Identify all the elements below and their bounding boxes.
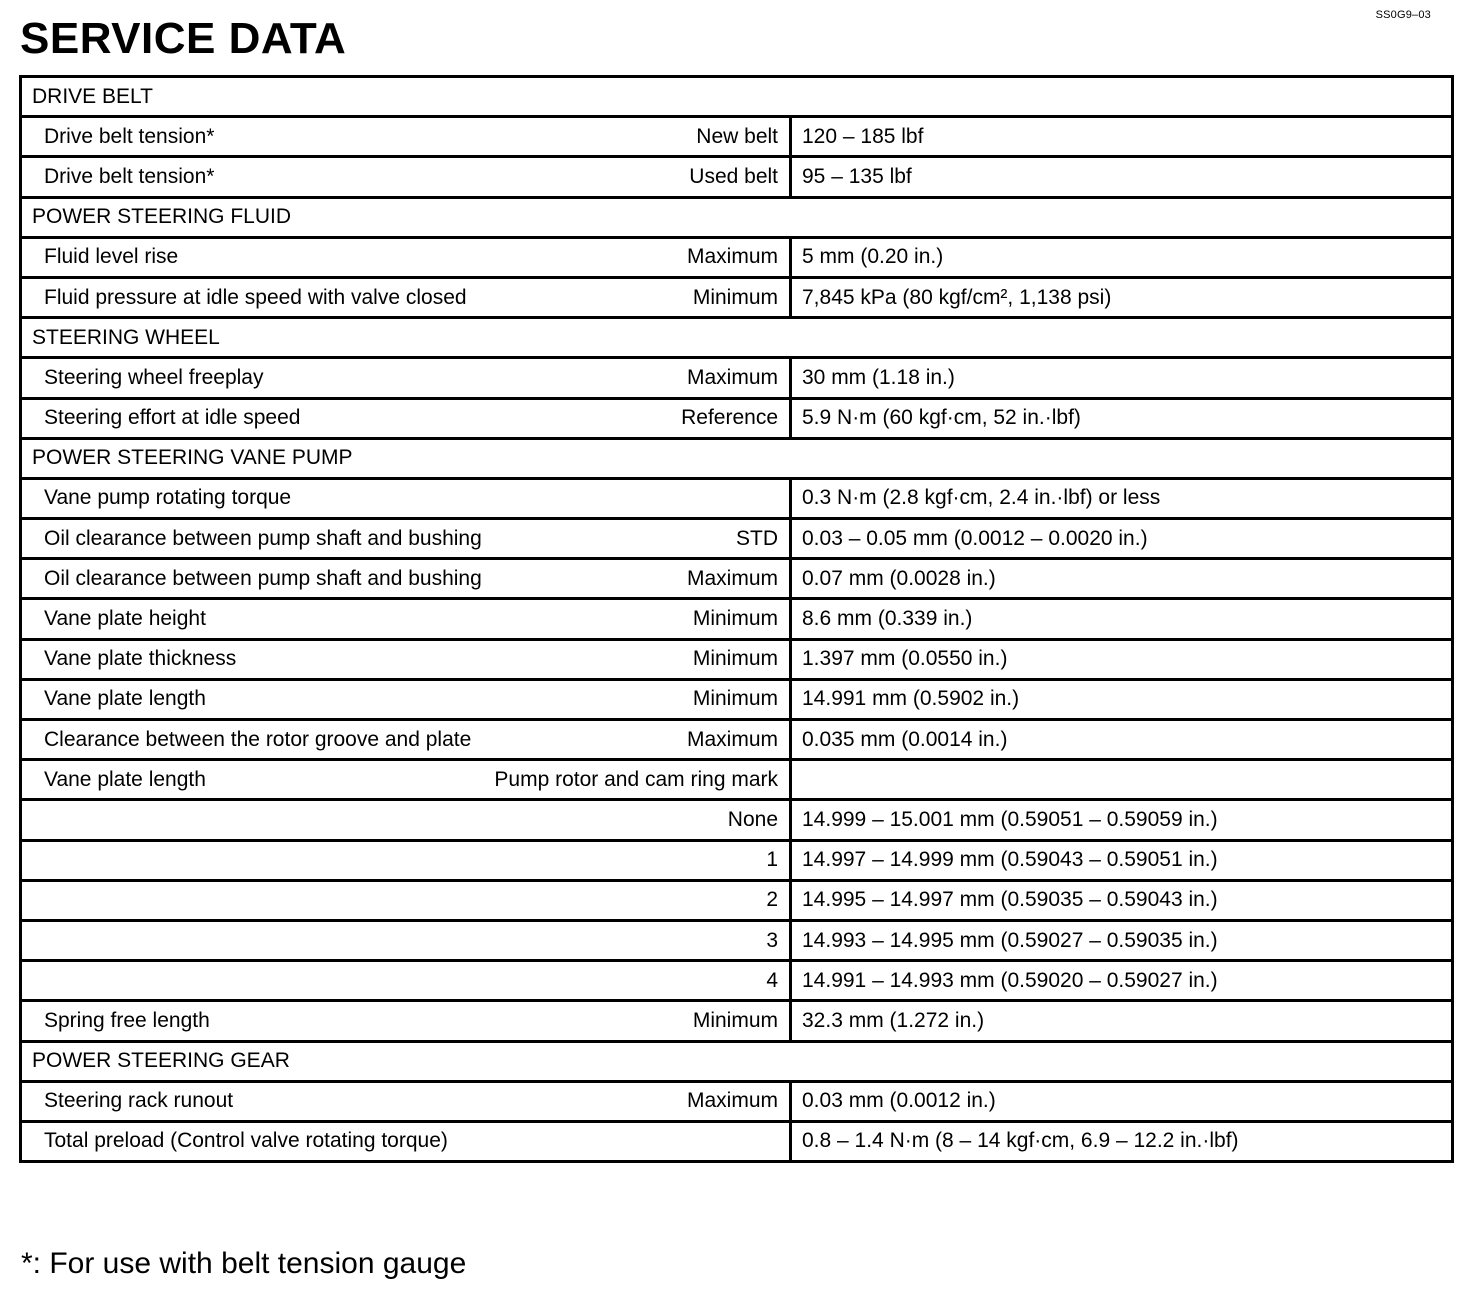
spec-row — [21, 760, 1453, 800]
spec-item: Fluid level rise — [21, 237, 481, 277]
spec-value — [791, 760, 1453, 800]
spec-condition: Minimum — [481, 599, 791, 639]
spec-row — [21, 1001, 1453, 1041]
spec-row — [21, 237, 1453, 277]
service-data-table — [19, 75, 1454, 1163]
spec-item: Oil clearance between pump shaft and bushing — [21, 559, 481, 599]
section-header: POWER STEERING FLUID — [21, 197, 1453, 237]
spec-item: Vane plate thickness — [21, 639, 481, 679]
spec-condition — [481, 478, 791, 518]
spec-item: Drive belt tension* — [21, 117, 481, 157]
spec-value: 0.03 – 0.05 mm (0.0012 – 0.0020 in.) — [791, 519, 1453, 559]
spec-item: Steering rack runout — [21, 1081, 481, 1121]
spec-value: 95 – 135 lbf — [791, 157, 1453, 197]
spec-value: 0.035 mm (0.0014 in.) — [791, 720, 1453, 760]
spec-item — [21, 961, 481, 1001]
spec-row — [21, 1121, 1453, 1161]
spec-row — [21, 478, 1453, 518]
spec-value: 30 mm (1.18 in.) — [791, 358, 1453, 398]
spec-item: Oil clearance between pump shaft and bushing — [21, 519, 481, 559]
page-title: SERVICE DATA — [20, 14, 347, 63]
spec-item: Clearance between the rotor groove and plate — [21, 720, 481, 760]
spec-item: Vane pump rotating torque — [21, 478, 481, 518]
section-header: DRIVE BELT — [21, 77, 1453, 117]
spec-value: 5.9 N·m (60 kgf·cm, 52 in.·lbf) — [791, 398, 1453, 438]
spec-value: 14.993 – 14.995 mm (0.59027 – 0.59035 in.) — [791, 920, 1453, 960]
spec-condition: 1 — [481, 840, 791, 880]
spec-condition: None — [481, 800, 791, 840]
spec-row — [21, 157, 1453, 197]
spec-condition: Minimum — [481, 1001, 791, 1041]
section-header-row — [21, 438, 1453, 478]
spec-condition: STD — [481, 519, 791, 559]
spec-item: Spring free length — [21, 1001, 481, 1041]
spec-item — [21, 920, 481, 960]
spec-row — [21, 277, 1453, 317]
spec-value: 32.3 mm (1.272 in.) — [791, 1001, 1453, 1041]
spec-row — [21, 559, 1453, 599]
spec-value: 14.991 – 14.993 mm (0.59020 – 0.59027 in.) — [791, 961, 1453, 1001]
spec-row — [21, 398, 1453, 438]
spec-condition: Minimum — [481, 639, 791, 679]
spec-item: Vane plate height — [21, 599, 481, 639]
spec-value: 0.3 N·m (2.8 kgf·cm, 2.4 in.·lbf) or less — [791, 478, 1453, 518]
section-header: POWER STEERING VANE PUMP — [21, 438, 1453, 478]
spec-value: 14.997 – 14.999 mm (0.59043 – 0.59051 in.) — [791, 840, 1453, 880]
spec-condition: Maximum — [481, 1081, 791, 1121]
spec-value: 5 mm (0.20 in.) — [791, 237, 1453, 277]
spec-condition: Maximum — [481, 237, 791, 277]
spec-value: 7,845 kPa (80 kgf/cm², 1,138 psi) — [791, 277, 1453, 317]
spec-value: 0.8 – 1.4 N·m (8 – 14 kgf·cm, 6.9 – 12.2 in.·lbf) — [791, 1121, 1453, 1161]
spec-item: Fluid pressure at idle speed with valve closed — [21, 277, 481, 317]
section-header: STEERING WHEEL — [21, 318, 1453, 358]
service-data-table-body — [21, 77, 1453, 1162]
footnote: *: For use with belt tension gauge — [21, 1247, 467, 1280]
section-header: POWER STEERING GEAR — [21, 1041, 1453, 1081]
section-header-row — [21, 77, 1453, 117]
spec-value: 120 – 185 lbf — [791, 117, 1453, 157]
spec-row — [21, 840, 1453, 880]
spec-row — [21, 1081, 1453, 1121]
spec-value: 0.07 mm (0.0028 in.) — [791, 559, 1453, 599]
spec-row — [21, 117, 1453, 157]
spec-item — [21, 880, 481, 920]
spec-condition — [481, 1121, 791, 1161]
spec-condition: New belt — [481, 117, 791, 157]
spec-item: Total preload (Control valve rotating torque) — [21, 1121, 481, 1161]
spec-row — [21, 519, 1453, 559]
spec-item: Drive belt tension* — [21, 157, 481, 197]
spec-row — [21, 599, 1453, 639]
spec-condition: 3 — [481, 920, 791, 960]
spec-condition: 2 — [481, 880, 791, 920]
spec-condition: Maximum — [481, 720, 791, 760]
spec-item — [21, 800, 481, 840]
section-header-row — [21, 318, 1453, 358]
spec-row — [21, 880, 1453, 920]
spec-condition: Used belt — [481, 157, 791, 197]
spec-condition: Reference — [481, 398, 791, 438]
spec-value: 0.03 mm (0.0012 in.) — [791, 1081, 1453, 1121]
spec-row — [21, 358, 1453, 398]
spec-condition: Minimum — [481, 277, 791, 317]
spec-condition: Pump rotor and cam ring mark — [481, 760, 791, 800]
spec-item: Vane plate length — [21, 760, 481, 800]
spec-row — [21, 961, 1453, 1001]
document-code: SS0G9–03 — [1375, 9, 1431, 21]
spec-row — [21, 720, 1453, 760]
spec-item: Vane plate length — [21, 679, 481, 719]
spec-item: Steering wheel freeplay — [21, 358, 481, 398]
spec-item — [21, 840, 481, 880]
section-header-row — [21, 197, 1453, 237]
spec-value: 14.999 – 15.001 mm (0.59051 – 0.59059 in.) — [791, 800, 1453, 840]
spec-condition: Maximum — [481, 559, 791, 599]
spec-value: 14.991 mm (0.5902 in.) — [791, 679, 1453, 719]
spec-condition: Maximum — [481, 358, 791, 398]
spec-row — [21, 639, 1453, 679]
spec-condition: 4 — [481, 961, 791, 1001]
spec-row — [21, 800, 1453, 840]
spec-condition: Minimum — [481, 679, 791, 719]
spec-value: 1.397 mm (0.0550 in.) — [791, 639, 1453, 679]
spec-row — [21, 679, 1453, 719]
spec-row — [21, 920, 1453, 960]
spec-value: 14.995 – 14.997 mm (0.59035 – 0.59043 in.) — [791, 880, 1453, 920]
spec-item: Steering effort at idle speed — [21, 398, 481, 438]
section-header-row — [21, 1041, 1453, 1081]
spec-value: 8.6 mm (0.339 in.) — [791, 599, 1453, 639]
